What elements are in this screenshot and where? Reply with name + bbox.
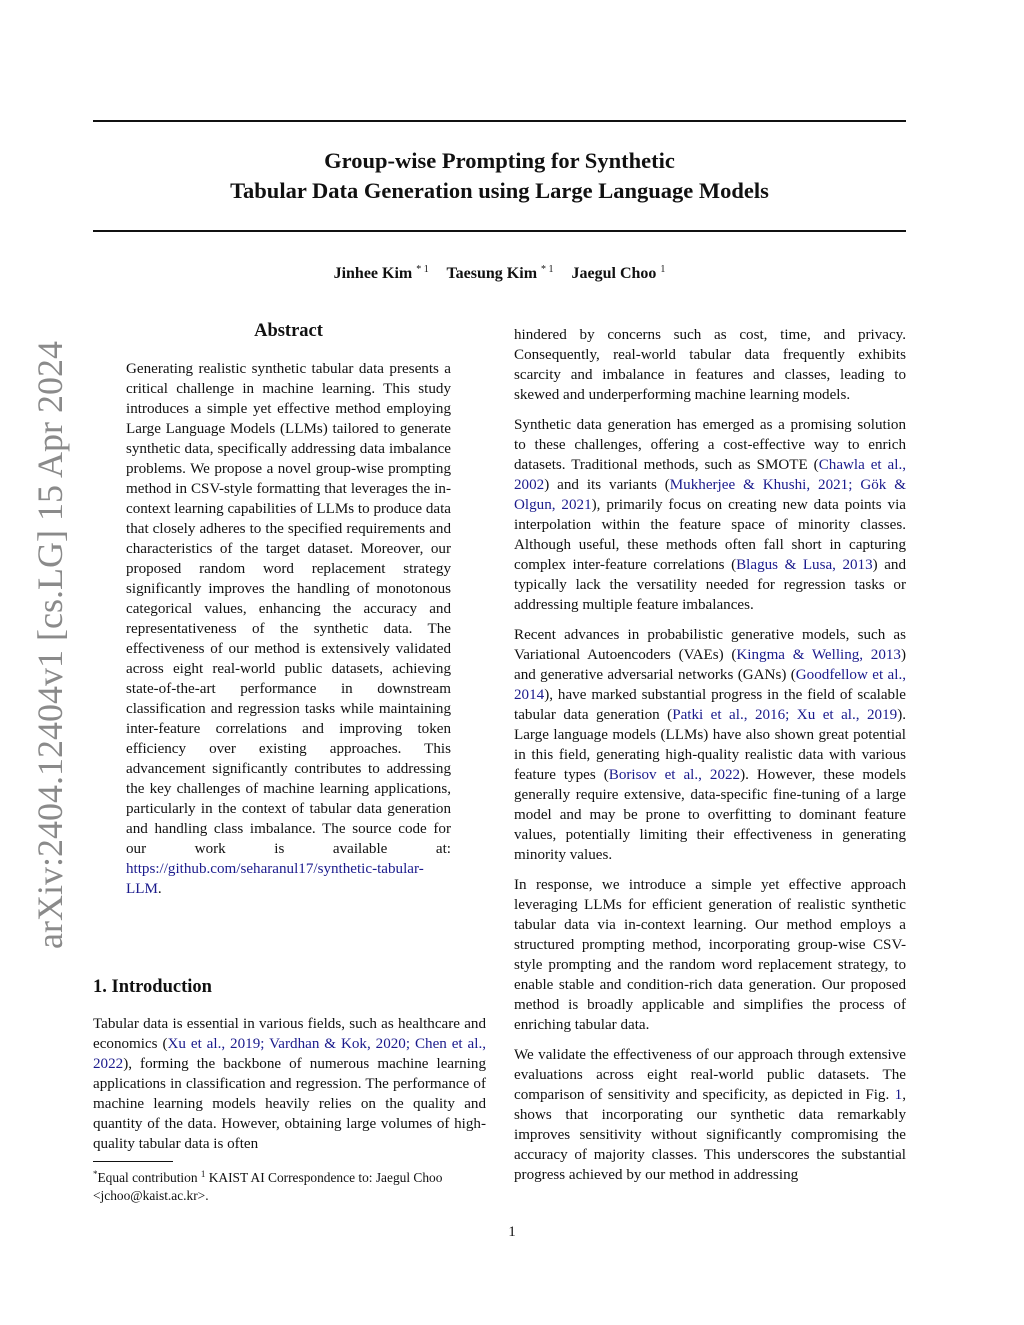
text: ), primarily focus on creating new data points via interpolation within the feature space of minority classes. Although useful, these methods often fall short in capturing complex inter-feature correlations ( (514, 497, 906, 573)
citation-link[interactable]: Xu et al., 2019; Vardhan & Kok, 2020; Chen et al., 2022 (93, 1036, 486, 1072)
citation-link[interactable]: Chawla et al., 2002 (514, 457, 906, 493)
author-affiliation: * 1 (416, 264, 429, 275)
text: Synthetic data generation has emerged as a promising solution to these challenges, offering a cost-effective way to enrich datasets. Traditional methods, such as SMOTE ( (514, 417, 906, 473)
right-column (514, 325, 906, 1195)
source-code-link[interactable]: https://github.com/seharanul17/synthetic-tabular-LLM (126, 861, 424, 897)
text: ). Large language models (LLMs) have also shown great potential in this field, generating high-quality realistic data with various feature types ( (514, 707, 907, 783)
paper-title-line-2: Tabular Data Generation using Large Language Models (230, 178, 769, 203)
footnote (93, 1165, 486, 1205)
page-number: 1 (508, 1224, 516, 1240)
abstract-text: Generating realistic synthetic tabular data presents a critical challenge in machine learning. This study introduces a simple yet effective method employing Large Language Models (LLMs) tailored to generate synthetic data, specifically addressing data imbalance problems. We propose a novel group-wise prompting method in CSV-style formatting that leverages the in-context learning capabilities of LLMs to produce data that closely adheres to the specified requirements and characteristics of the target dataset. Moreover, our proposed random word replacement strategy significantly improves the handling of monotonous categorical values, enhancing the accuracy and representativeness of the synthetic data. The effectiveness of our method is extensively validated across eight real-world public datasets, achieving state-of-the-art performance in downstream classification and regression tasks while maintaining inter-feature correlations and improving token efficiency over existing approaches. This advancement significantly contributes to addressing the key challenges of machine learning applications, particularly in the context of tabular data generation and handling class imbalance. The source code for our work is available at: (126, 361, 451, 857)
abstract-heading: Abstract (254, 321, 323, 341)
text: ) and generative adversarial networks (GANs) ( (514, 647, 906, 683)
citation-link[interactable]: Mukherjee & Khushi, 2021; Gök & Olgun, 2021 (514, 477, 906, 513)
paragraph (514, 1045, 906, 1185)
paragraph: hindered by concerns such as cost, time, and privacy. Consequently, real-world tabular data frequently exhibits scarcity and imbalance in features and classes, leading to skewed and underperforming machine learning models. (514, 327, 906, 403)
paragraph (514, 625, 906, 865)
author-name: Jinhee Kim (333, 265, 413, 282)
citation-link[interactable]: Blagus & Lusa, 2013 (736, 557, 873, 573)
author-affiliation: * 1 (541, 264, 554, 275)
intro-paragraph (93, 1014, 486, 1154)
citation-link[interactable]: Patki et al., 2016; Xu et al., 2019 (672, 707, 898, 723)
text: We validate the effectiveness of our approach through extensive evaluations across eight real-world public datasets. The comparison of sensitivity and specificity, as depicted in Fig. (514, 1047, 906, 1103)
footnote-mark: 1 (200, 1169, 206, 1179)
paragraph: In response, we introduce a simple yet effective approach leveraging LLMs for efficient generation of realistic synthetic tabular data via in-context learning. Our method employs a structured prompting method, incorporating group-wise CSV-style prompting and the random word replacement strategy, to enable stable and condition-rich data generation. Our proposed method is broadly applicable and simplifies the process of enriching tabular data. (514, 877, 906, 1033)
footnote-text: KAIST AI Correspondence to: Jaegul Choo <jchoo@kaist.ac.kr>. (93, 1170, 443, 1203)
paragraph (514, 415, 906, 615)
text: ) and its variants ( (544, 477, 670, 493)
abstract-body (126, 359, 451, 899)
text: ) and typically lack the versatility needed for regression tasks or addressing multiple feature imbalances. (514, 557, 907, 613)
citation-link[interactable]: Goodfellow et al., 2014 (514, 667, 906, 703)
text: , shows that incorporating our synthetic data remarkably improves sensitivity without significantly compromising the accuracy of majority classes. This underscores the substantial progress achieved by our method in addressing (514, 1087, 906, 1183)
author-list (93, 264, 906, 283)
citation-link[interactable]: Kingma & Welling, 2013 (736, 647, 901, 663)
author-name: Taesung Kim (446, 265, 538, 282)
author-name: Jaegul Choo (571, 265, 657, 282)
text: ), forming the backbone of numerous machine learning applications in classification and regression. The performance of machine learning models heavily relies on the quality and quantity of the data. However, obtaining large volumes of high-quality tabular data is often (93, 1056, 486, 1152)
text: ). However, these models generally require extensive, data-specific fine-tuning of a large model and may be prone to overfitting to dominant feature values, potentially limiting their effectiveness in generating minority values. (514, 767, 906, 863)
text: Recent advances in probabilistic generative models, such as Variational Autoencoders (VAEs) ( (514, 627, 906, 663)
arxiv-identifier: arXiv:2404.12404v1 [cs.LG] 15 Apr 2024 (30, 341, 70, 949)
section-heading-introduction: 1. Introduction (93, 977, 212, 997)
citation-link[interactable]: Borisov et al., 2022 (608, 767, 741, 783)
text: Tabular data is essential in various fields, such as healthcare and economics ( (93, 1016, 486, 1052)
abstract-end: . (157, 881, 162, 897)
figure-reference-link[interactable]: 1 (894, 1087, 903, 1103)
paper-title-line-1: Group-wise Prompting for Synthetic (324, 148, 675, 173)
footnote-rule (93, 1161, 173, 1162)
title-rule-top (93, 120, 906, 122)
text: ), have marked substantial progress in the field of scalable tabular data generation ( (514, 687, 906, 723)
footnote-mark: * (93, 1169, 98, 1179)
title-rule-bottom (93, 230, 906, 232)
footnote-text: Equal contribution (97, 1170, 201, 1185)
author-affiliation: 1 (660, 264, 666, 275)
